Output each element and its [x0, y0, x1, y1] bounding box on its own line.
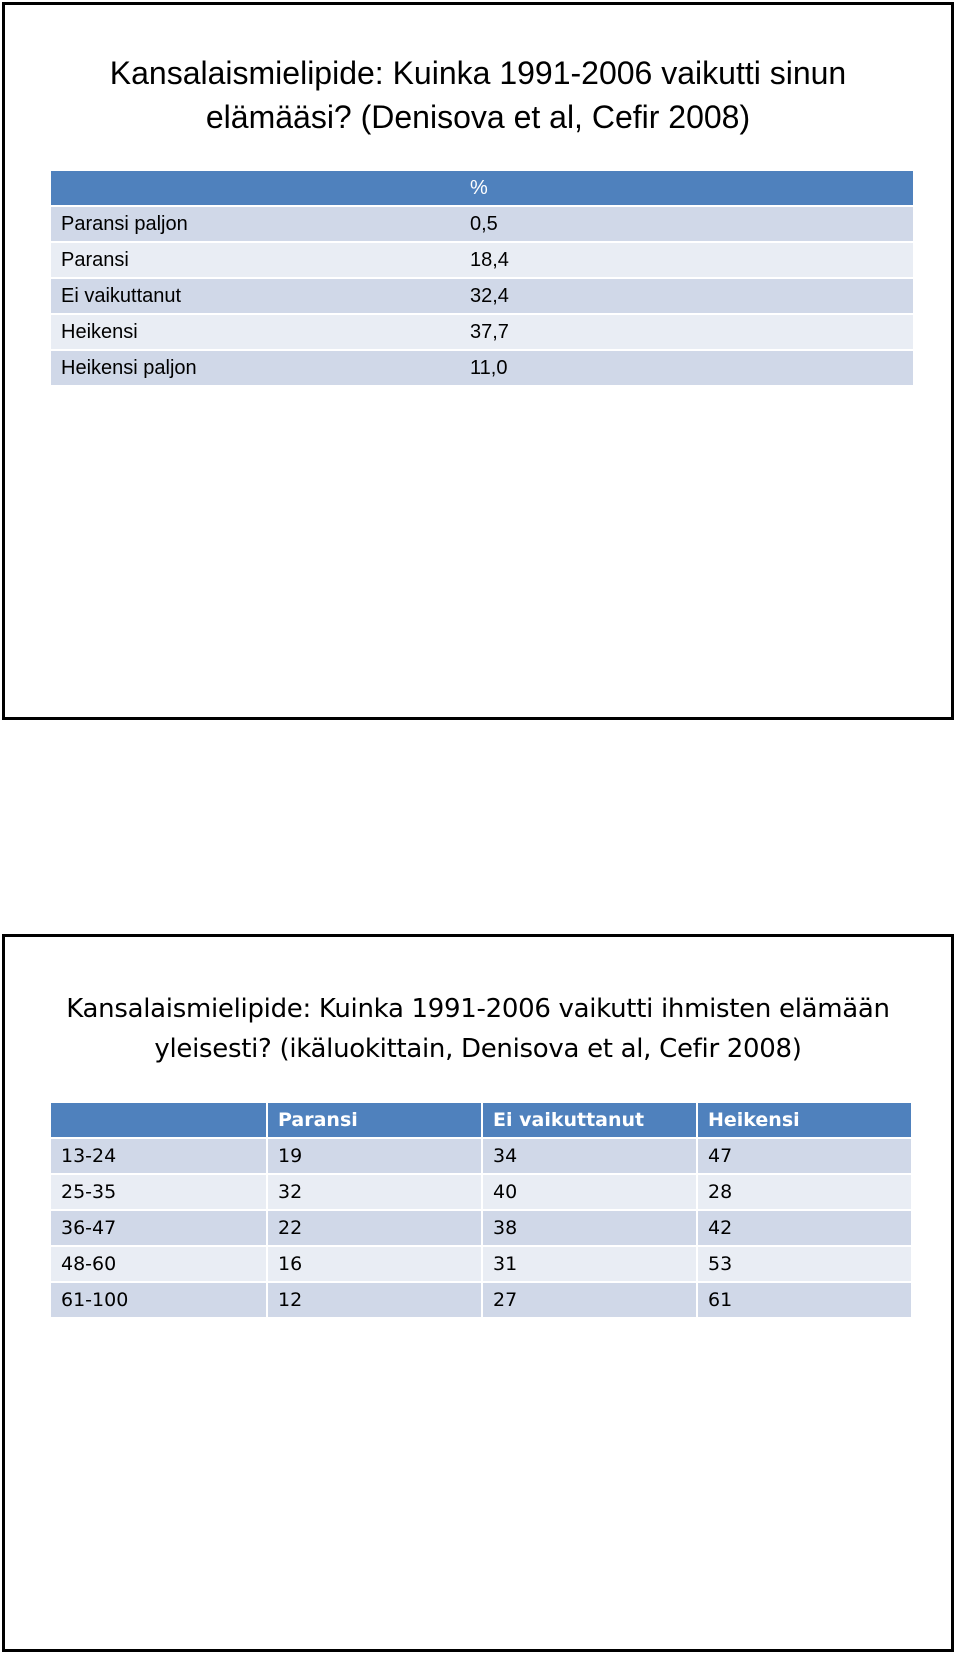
table-header-cell: Paransi [266, 1103, 481, 1139]
table-row [51, 1211, 911, 1247]
slide-1-title: Kansalaismielipide: Kuinka 1991-2006 vaikutti sinun elämääsi? (Denisova et al, Cefir 2008) [109, 55, 847, 135]
table-cell-value: 34 [481, 1139, 696, 1175]
table-cell-value: 16 [266, 1247, 481, 1283]
table-cell-label: Ei vaikuttanut [51, 279, 460, 315]
table-cell-value: 0,5 [460, 207, 913, 243]
table-cell-value: 28 [696, 1175, 911, 1211]
table-cell-value: 11,0 [460, 351, 913, 387]
table-cell-age-group: 25-35 [51, 1175, 266, 1211]
table-row [51, 1175, 911, 1211]
table-cell-age-group: 36-47 [51, 1211, 266, 1247]
table-cell-value: 32,4 [460, 279, 913, 315]
table-header-row [51, 171, 913, 207]
table-cell-value: 18,4 [460, 243, 913, 279]
table-row [51, 207, 913, 243]
table-header-row [51, 1103, 911, 1139]
table-row [51, 1139, 911, 1175]
table-header-cell: Ei vaikuttanut [481, 1103, 696, 1139]
table-cell-value: 32 [266, 1175, 481, 1211]
table-row [51, 1283, 911, 1319]
table-cell-age-group: 48-60 [51, 1247, 266, 1283]
slide-1-table [51, 171, 913, 387]
table-cell-label: Heikensi [51, 315, 460, 351]
table-cell-value: 53 [696, 1247, 911, 1283]
slide-2-title: Kansalaismielipide: Kuinka 1991-2006 vaikutti ihmisten elämään yleisesti? (ikäluokittain, Denisova et al, Cefir 2008) [66, 994, 890, 1064]
table-cell-value: 12 [266, 1283, 481, 1319]
table-cell-label: Heikensi paljon [51, 351, 460, 387]
table-cell-value: 31 [481, 1247, 696, 1283]
table-cell-value: 47 [696, 1139, 911, 1175]
table-cell-value: 37,7 [460, 315, 913, 351]
table-row [51, 1247, 911, 1283]
table-cell-value: 61 [696, 1283, 911, 1319]
table-cell-age-group: 13-24 [51, 1139, 266, 1175]
table-cell-value: 40 [481, 1175, 696, 1211]
table-row [51, 351, 913, 387]
table-cell-label: Paransi paljon [51, 207, 460, 243]
slide-1 [2, 2, 954, 720]
slide-2 [2, 934, 954, 1652]
table-header-cell [51, 1103, 266, 1139]
table-row [51, 279, 913, 315]
table-cell-value: 27 [481, 1283, 696, 1319]
table-header-cell: Heikensi [696, 1103, 911, 1139]
table-cell-value: 38 [481, 1211, 696, 1247]
table-header-cell [51, 171, 460, 207]
table-row [51, 243, 913, 279]
table-cell-value: 22 [266, 1211, 481, 1247]
table-row [51, 315, 913, 351]
table-header-cell: % [460, 171, 913, 207]
table-cell-age-group: 61-100 [51, 1283, 266, 1319]
table-cell-value: 42 [696, 1211, 911, 1247]
table-cell-value: 19 [266, 1139, 481, 1175]
slide-2-table [51, 1103, 911, 1319]
table-cell-label: Paransi [51, 243, 460, 279]
